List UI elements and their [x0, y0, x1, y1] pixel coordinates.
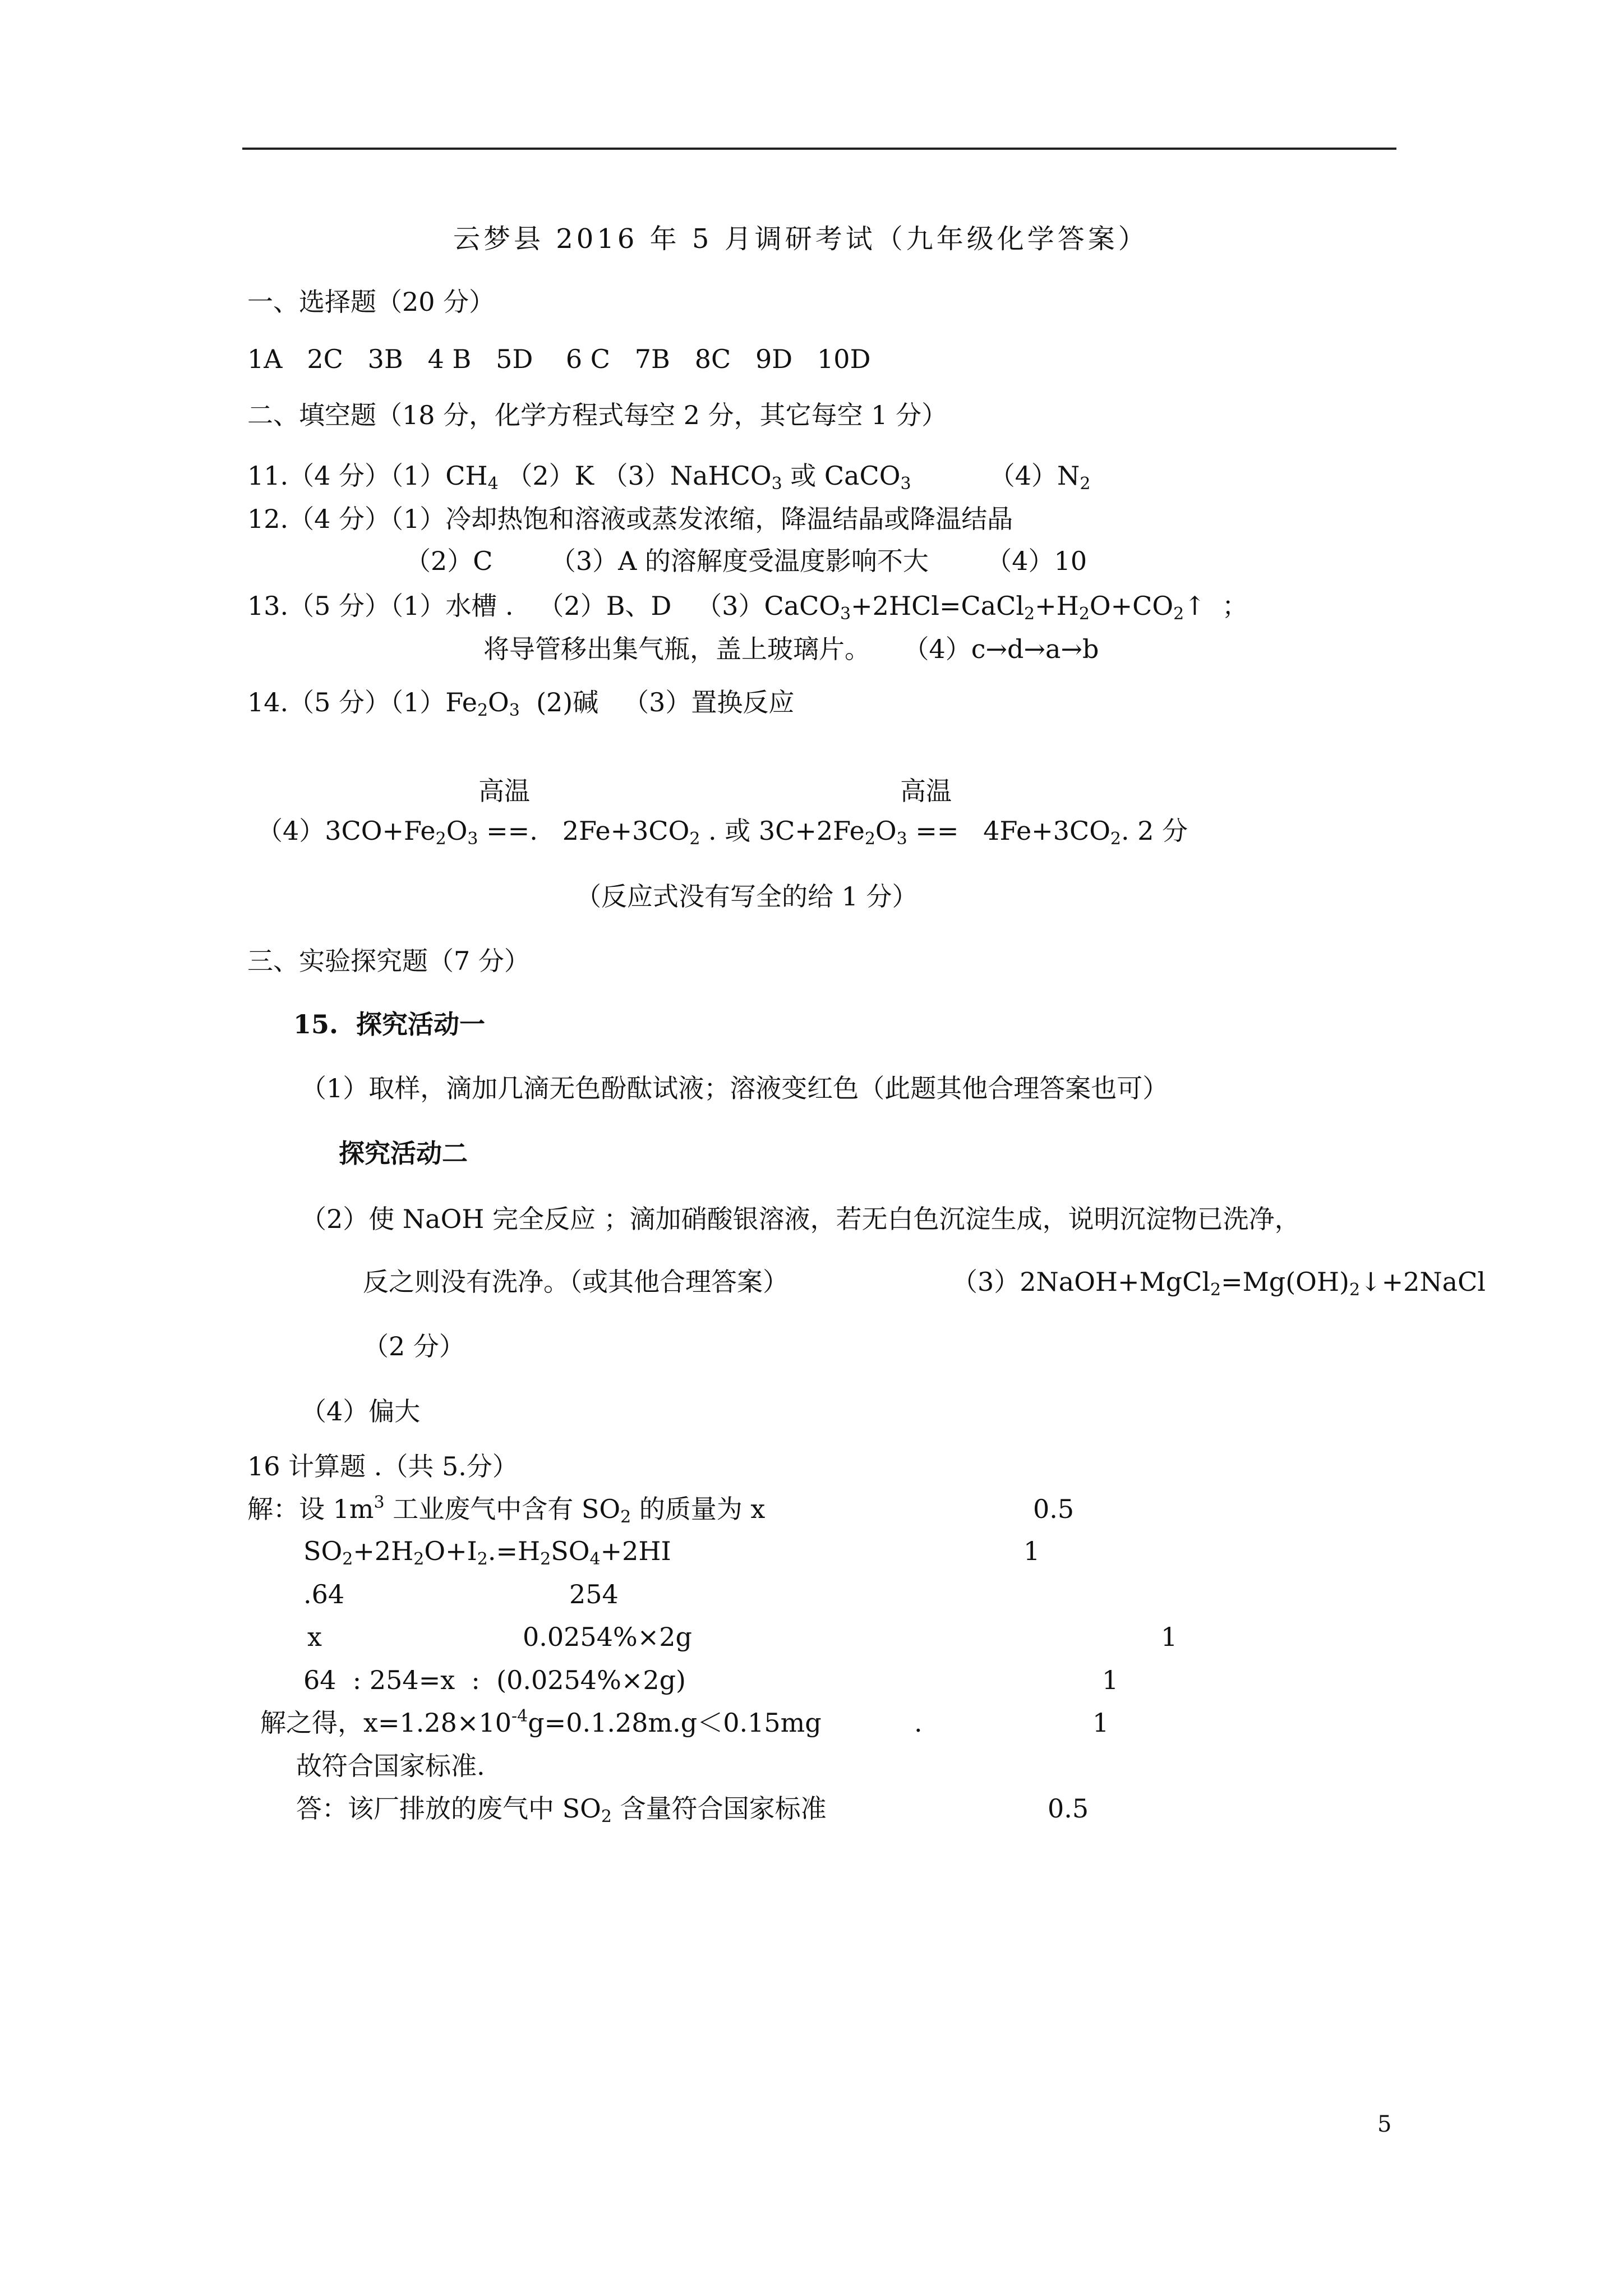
calc-score-5: 1	[1102, 1665, 1119, 1695]
q12-line1: 12.（4 分）（1）冷却热饱和溶液或蒸发浓缩，降温结晶或降温结晶	[247, 504, 1013, 534]
q13-line1: 13.（5 分）（1）水槽 . （2）B、D $(3)CaCO_3+2HCl=CaCl_2+H_2O+CO_2↑$ ；	[247, 591, 1248, 624]
section1-answers: 1A 2C 3B 4 B 5D 6 C 7B 8C 9D 10D	[247, 344, 871, 374]
activity1-answer: （1）取样，滴加几滴无色酚酞试液；溶液变红色（此题其他合理答案也可）	[301, 1073, 1169, 1103]
activity2-equation-score: （2 分）	[363, 1331, 465, 1361]
reaction-condition-1: 高温	[478, 776, 530, 806]
activity2-answer-line2: 反之则没有洗净。（或其他合理答案）	[363, 1267, 789, 1297]
q14-line1: 14.（5 分）$(1)Fe_2O_3$ (2)碱 （3）置换反应	[247, 687, 795, 720]
section2-heading: 二、填空题（18 分，化学方程式每空 2 分，其它每空 1 分）	[247, 400, 948, 430]
section4-heading: 16 计算题 .（共 5.分）	[247, 1451, 518, 1481]
calc-line-1: 解：设 $1m^3$ 工业废气中含有 $SO_2$ 的质量为 x	[247, 1493, 766, 1527]
section3-heading: 三、实验探究题（7 分）	[247, 946, 530, 976]
activity2-answer-line1: （2）使 NaOH 完全反应 ；滴加硝酸银溶液，若无白色沉淀生成，说明沉淀物已洗净，	[301, 1204, 1301, 1234]
page-number: 5	[1377, 2111, 1392, 2137]
calc-line-7: 故符合国家标准.	[296, 1751, 485, 1781]
calc-line-4a: x	[307, 1622, 322, 1652]
calc-score-1: 0.5	[1033, 1494, 1075, 1524]
q12-line2: （2）C （3）A 的溶解度受温度影响不大 （4）10	[405, 546, 1087, 576]
q14-note: （反应式没有写全的给 1 分）	[575, 881, 918, 912]
calc-line-2: $SO_2+2H_2O+I_2.=H_2SO_4+2HI$	[303, 1536, 671, 1569]
q11-line: 11.（4 分）$(1)CH_4$ （2）K （3）NaHCO$_3$ 或 CaCO$_3$ $(4)N_2$	[247, 461, 1091, 494]
calc-line-6-mark: .	[914, 1708, 923, 1738]
activity2-answer-4: （4）偏大	[301, 1396, 421, 1427]
calc-line-5: 64 : 254=x : (0.0254%×2g)	[303, 1665, 686, 1695]
document-title: 云梦县 2016 年 5 月调研考试（九年级化学答案）	[453, 223, 1149, 255]
activity1-heading: 15. 探究活动一	[293, 1009, 486, 1039]
calc-line-3a: .64	[303, 1579, 345, 1609]
header-rule	[242, 148, 1396, 150]
q13-line2: 将导管移出集气瓶，盖上玻璃片。 （4）c→d→a→b	[483, 634, 1099, 664]
section1-heading: 一、选择题（20 分）	[247, 287, 495, 317]
calc-score-6: 1	[1092, 1708, 1109, 1738]
calc-score-2: 1	[1023, 1536, 1040, 1566]
calc-score-8: 0.5	[1048, 1793, 1089, 1824]
reaction-condition-2: 高温	[900, 776, 952, 806]
calc-line-6: 解之得，$x=1.28\times 10^{-4}g=0.1.28m.g<0.15mg$	[260, 1706, 822, 1738]
calc-line-3b: 254	[569, 1579, 619, 1609]
activity2-heading: 探究活动二	[339, 1138, 468, 1168]
calc-line-4b: 0.0254%×2g	[523, 1622, 692, 1652]
q14-equation-line: $(4)3CO+Fe_2O_3$ ==. $2Fe+3CO_2$ . 或 $3C+2Fe_2O_3 == 4Fe+3CO_2$. 2 分	[257, 816, 1188, 849]
calc-score-4: 1	[1161, 1622, 1178, 1652]
activity2-equation: $(3)2NaOH+MgCl_2=Mg(OH)_2↓+2NaCl$	[952, 1267, 1486, 1300]
calc-line-8: 答：该厂排放的废气中 $SO_2$ 含量符合国家标准	[296, 1793, 827, 1826]
